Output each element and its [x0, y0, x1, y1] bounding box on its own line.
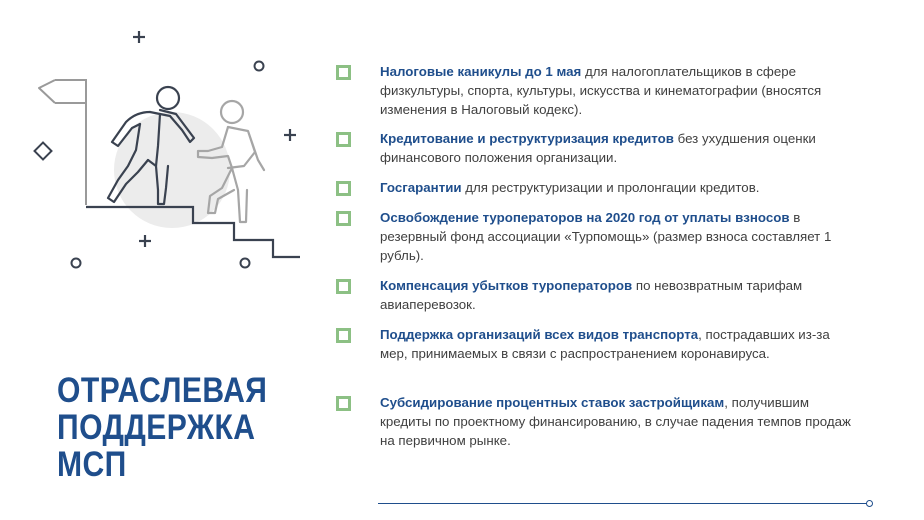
footer-divider [378, 503, 870, 504]
title-line: МСП [57, 445, 127, 484]
checkbox-icon [336, 181, 351, 196]
item-description: в резервный фонд ассоциации «Турпомощь» (размер взноса составляет 1 рубль). [380, 210, 832, 263]
stairs-climbing-illustration [0, 0, 330, 290]
title-line: ПОДДЕРЖКА [57, 408, 256, 447]
circle-icon [255, 62, 264, 71]
checkbox-icon [336, 211, 351, 226]
flag-icon [39, 79, 86, 205]
stairs-icon [86, 207, 300, 257]
item-heading: Субсидирование процентных ставок застройщикам [380, 395, 725, 410]
footer-divider-dot [866, 500, 873, 507]
item-heading: Освобождение туроператоров на 2020 год от уплаты взносов [380, 210, 790, 225]
item-heading: Компенсация убытков туроператоров [380, 278, 633, 293]
circle-icon [241, 259, 250, 268]
item-heading: Госгарантии [380, 180, 462, 195]
checkbox-icon [336, 65, 351, 80]
checkbox-icon [336, 328, 351, 343]
checkbox-icon [336, 279, 351, 294]
item-description: без ухудшения оценки финансового положения организации. [380, 131, 816, 165]
item-description: , пострадавших из-за мер, принимаемых в связи с распространением коронавируса. [380, 327, 830, 361]
item-description: для налогоплательщиков в сфере физкультуры, спорта, культуры, искусства и кинематографии (вносятся изменения в Налоговый кодекс). [380, 64, 822, 117]
diamond-icon [35, 143, 52, 160]
checkbox-icon [336, 132, 351, 147]
title-line: ОТРАСЛЕВАЯ [57, 371, 268, 410]
page-title [57, 372, 267, 483]
item-description: по невозвратным тарифам авиаперевозок. [380, 278, 803, 312]
item-heading: Налоговые каникулы до 1 мая [380, 64, 582, 79]
checkbox-icon [336, 396, 351, 411]
plus-icon [133, 31, 145, 43]
item-heading: Кредитование и реструктуризация кредитов [380, 131, 674, 146]
plus-icon [139, 235, 151, 247]
item-description: , получившим кредиты по проектному финансированию, в случае падения темпов продаж на первичном рынке. [380, 395, 851, 448]
item-description: для реструктуризации и пролонгации кредитов. [461, 180, 760, 195]
item-heading: Поддержка организаций всех видов транспорта [380, 327, 699, 342]
plus-icon [284, 129, 296, 141]
circle-icon [72, 259, 81, 268]
